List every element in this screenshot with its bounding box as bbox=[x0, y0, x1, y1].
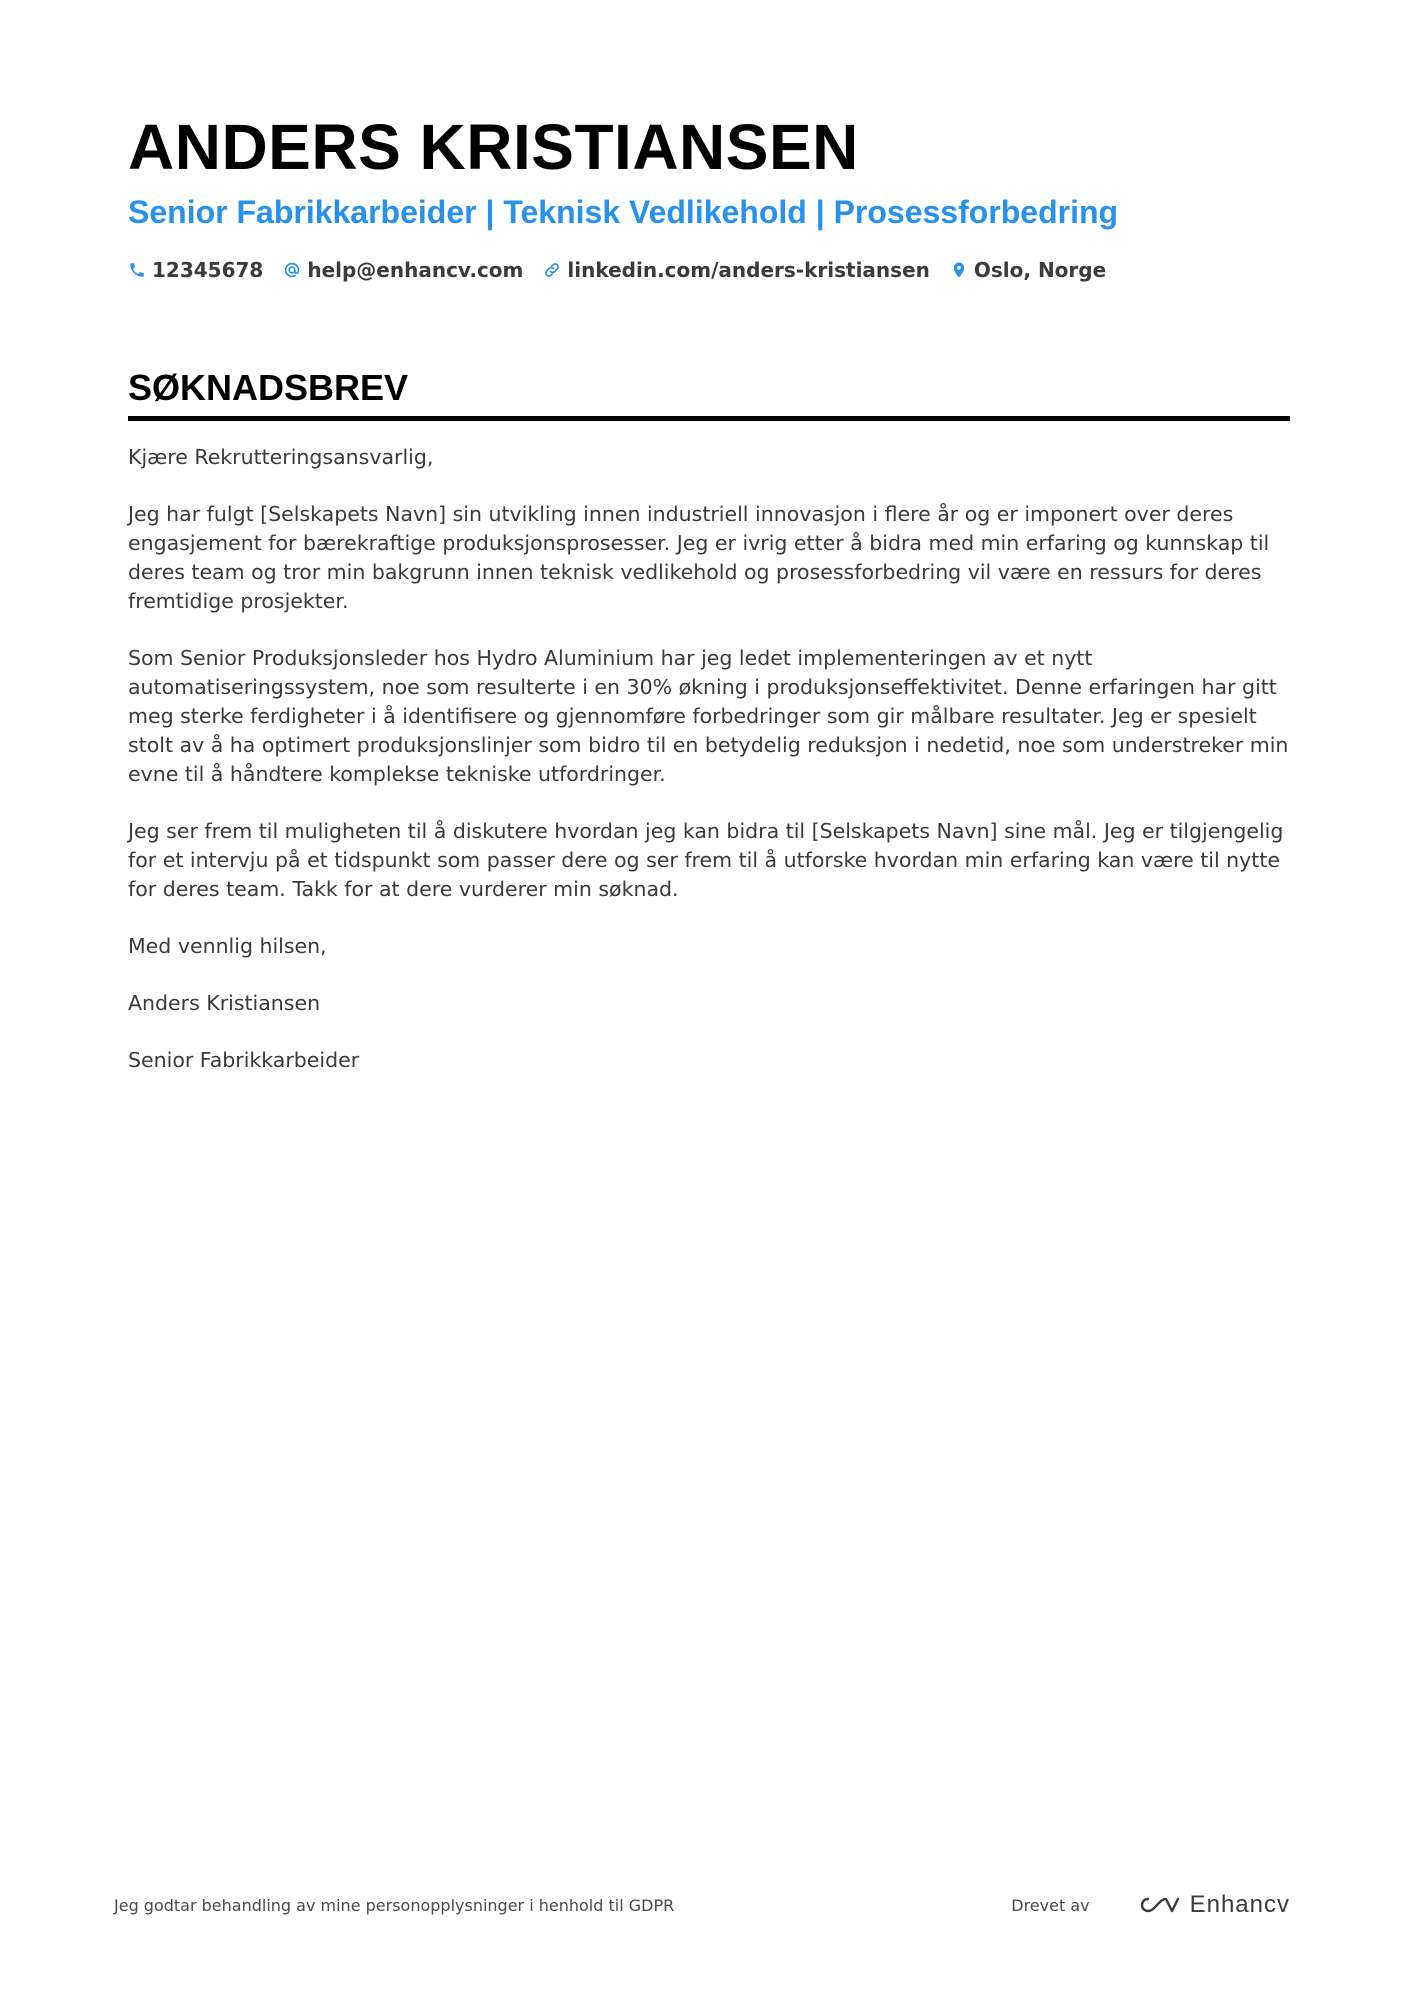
powered-by-label: Drevet av bbox=[1011, 1895, 1090, 1915]
letter-paragraph: Jeg har fulgt [Selskapets Navn] sin utvikling innen industriell innovasjon i flere år og er imponert over deres engasjement for bærekraftige produksjonsprosesser. Jeg er ivrig etter å bidra med min erfaring og kunnskap til deres team og tror min bakgrunn innen teknisk vedlikehold og prosessforbedring vil være en ressurs for deres fremtidige prosjekter. bbox=[128, 502, 1270, 613]
candidate-name: ANDERS KRISTIANSEN bbox=[128, 111, 859, 183]
contact-linkedin[interactable] bbox=[543, 258, 930, 282]
page-footer bbox=[114, 1890, 1290, 1920]
letter-body bbox=[128, 443, 1290, 1075]
powered-by bbox=[1011, 1891, 1290, 1919]
letter-paragraph: Som Senior Produksjonsleder hos Hydro Aluminium har jeg ledet implementeringen av et nytt automatiseringssystem, noe som resulterte i en 30% økning i produksjonseffektivitet. Denne erfaringen har gitt meg sterke ferdigheter i å identifisere og gjennomføre forbedringer som gir målbare resultater. Jeg er spesielt stolt av å ha optimert produksjonslinjer som bidro til en betydelig reduksjon i nedetid, noe som understreker min evne til å håndtere komplekse tekniske utfordringer. bbox=[128, 646, 1289, 786]
signature-title: Senior Fabrikkarbeider bbox=[128, 1048, 360, 1072]
at-icon bbox=[283, 261, 301, 279]
letter-paragraph: Jeg ser frem til muligheten til å diskutere hvordan jeg kan bidra til [Selskapets Navn] sine mål. Jeg er tilgjengelig for et intervju på et tidspunkt som passer dere og ser frem til å utforske hvordan min erfaring kan være til nytte for deres team. Takk for at dere vurderer min søknad. bbox=[128, 819, 1284, 901]
contact-email-text: help@enhancv.com bbox=[307, 258, 524, 282]
letter-closing: Med vennlig hilsen, bbox=[128, 934, 327, 958]
contact-email[interactable] bbox=[283, 258, 523, 282]
signature-name: Anders Kristiansen bbox=[128, 991, 321, 1015]
enhancv-brand[interactable] bbox=[1134, 1891, 1290, 1919]
phone-icon bbox=[128, 261, 146, 279]
contact-phone-text: 12345678 bbox=[152, 258, 264, 282]
letter-greeting: Kjære Rekrutteringsansvarlig, bbox=[128, 445, 434, 469]
contact-bar bbox=[128, 254, 1290, 286]
cover-letter-page bbox=[128, 108, 1290, 1103]
location-pin-icon bbox=[950, 261, 968, 279]
contact-phone[interactable] bbox=[128, 258, 263, 282]
candidate-headline: Senior Fabrikkarbeider | Teknisk Vedlikehold | Prosessforbedring bbox=[128, 194, 1119, 230]
section-title: SØKNADSBREV bbox=[128, 366, 1290, 421]
contact-location bbox=[950, 258, 1106, 282]
brand-name: Enhancv bbox=[1189, 1891, 1290, 1918]
enhancv-logo-icon bbox=[1134, 1892, 1190, 1918]
gdpr-consent: Jeg godtar behandling av mine personopplysninger i henhold til GDPR bbox=[114, 1895, 675, 1915]
contact-location-text: Oslo, Norge bbox=[973, 258, 1107, 282]
link-icon bbox=[543, 261, 561, 279]
contact-linkedin-text: linkedin.com/anders-kristiansen bbox=[567, 258, 930, 282]
